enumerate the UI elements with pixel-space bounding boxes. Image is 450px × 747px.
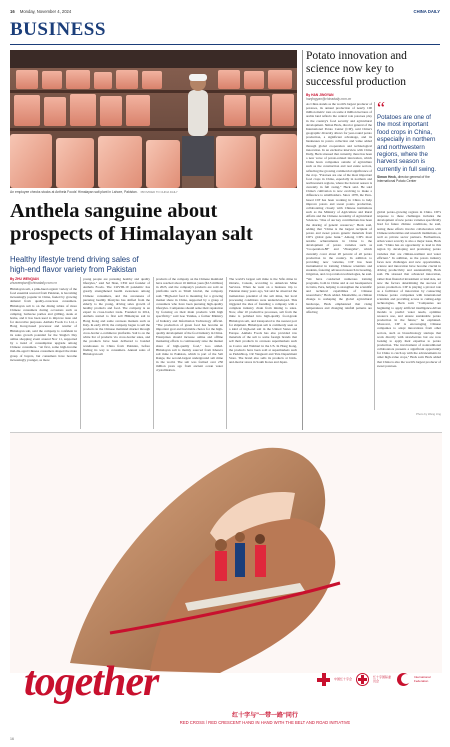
logo-label-2: 红十字国际委员会 xyxy=(373,675,392,683)
salt-body-col4: The world's largest salt mine is the Sifto mine in Ontario, Canada, according to American Mine Services. When he went on a business trip to Pakistan many years ago, Sal said he observed the tremendous potential of the salt mine, but local processing conditions were underdeveloped. This triggered the idea of founding a company with a complete industry chain from mining to sales. Now, after 10 productive processes, salt from the mine is polished into high-quality food-grade Himalayan salt, and transported to the nearest port for shipment. Himalayan salt is commonly seen as a kind of high-end salt in the United States and Europe. Anthela Foods has also provided raw materials of the salt to some foreign brands that sell their products in overseas supermarkets such as Costco and Walmart in the US. In Hong Kong, the products have been sold at supermarkets such as ParknShop, CR Vanguard and Yata Department Store. The brand also sells its products at brick-and-mortar stores in South Korea and Japan. xyxy=(229,277,297,365)
potato-byline-name: By HAN JINGYAN xyxy=(306,93,334,97)
salt-headline xyxy=(10,200,297,246)
column-rule xyxy=(374,102,375,410)
potato-body-col2: global potato-growing regions in China. CIP's response to these challenges includes the development of new potato varieties specifically bred for future climate conditions, he said, noting these efforts involve collaboration with Chinese universities and research institutions, as well as private sector partners. Furthermore, urban water scarcity is also a major issue, Heck said. "China has an opportunity to lead in this region by developing and promoting potato varieties that are climate-resilient and water efficient." In addition, as the potato industry faces new challenges and new opportunities, science and innovation have become crucial in driving productivity and sustainability, Heck said. He stressed that advanced innovation, rather than financial investment or land size, are now the factors determining the success of potato production. CIP is playing a pivotal role as a facilitator of innovation by connecting Chinese potato companies with international scientists and providing access to cutting-edge technologies, Heck said. "Companies are beginning to apply artificial intelligence-driven models to predict water needs, optimize resource use, and ensure sustainable potato production in the future," he explained. Moreover, CIP is encouraging Chinese companies to adopt innovations from other sectors, such as biotechnology startups that work directly with strawberries but are now looking to apply their expertise to potato production. The involvement of nontraditional collaborators presents a significant opportunity for China to catch up with the advancements in other high-value crops," Heck said. Heck added that China is also the world's largest producer of sweet potatoes. xyxy=(377,210,441,368)
salt-body-col1: Himalayan salt, a pink-hued organic variety of the food essential sourced from Pakistan, is becoming increasingly popular in China, fueled by growing demand from quality-conscious consumers. Himalayan salt is on the dining tables of more Chinese consumers during occasions such as camping, barbecue parties and grilling, steak at home, and it has been used to improve taste and for decorative purposes. Anthela Foods Co Ltd, a Hong Kong-based processor and retailer of Himalayan salt, said the company is confident in its sales growth potential for the Single's Day online shopping event around Nov 11, supported by a trend of consumption upgrade among Chinese consumers. "At first, some high-income mid-dle-aged Chinese consumers shaped the main group of buyers, but consumers have become increasingly younger, as more xyxy=(10,287,77,362)
salt-deck-line1: Healthy lifestyle trend driving sales of xyxy=(10,255,139,264)
salt-deck-line2: high-end flavor variety from Pakistan xyxy=(10,264,137,274)
salt-byline-name: By ZHU WENQIAN xyxy=(10,277,39,281)
potato-photo-credit: Photo by Wang Jing xyxy=(416,412,441,416)
footer-page-number: 16 xyxy=(10,737,14,741)
ad-logos xyxy=(317,673,436,686)
icrc-logo xyxy=(356,673,369,686)
salt-body-col3: products of the company on the Chinese mainland have reached about 16 million yuan ($2.3 million) in 2023, and the company's products are sold on platforms such as Tmall Global, the company said. "High-end food is mounting for a growing market share in China, supported by a group of consumers who have been pursuing high-quality lifestyles. Companies should seize their reputation by focusing on their main products with high specificity," said Gao Yanhua, a former Ministry of Industry and Information Technology official. "The production of green food has become an important goal and inevitable choice for the high-quality development of the food industry in China. Enterprises should increase online and offline marketing efforts to continuously raise the market share of high-quality food," Gao added. Himalayan salt is mainly sourced from Khewra salt mine in Pakistan, which is part of the Salt Range, the second-largest underground salt mine in the world. The salt was formed over 250 million years ago from ancient ocean water crystallization. xyxy=(156,277,223,373)
pull-quote xyxy=(377,98,441,184)
red-cross-ad xyxy=(10,432,442,732)
salt-photo-caption: An employee checks stocks at Anthela Foods' Himalayan salt plant in Lahore, Pakistan. PROVIDED TO CHINA DAILY xyxy=(10,190,178,194)
salt-headline-line2: prospects of Himalayan salt xyxy=(10,223,253,245)
ad-tagline xyxy=(100,710,430,725)
ad-artwork xyxy=(10,433,442,673)
column-rule xyxy=(153,277,154,429)
section-title: BUSINESS xyxy=(10,19,106,40)
salt-byline xyxy=(10,277,78,285)
pull-quote-title: director general of the International Potato Center xyxy=(377,175,430,184)
pull-quote-text: Potatoes are one of the most important food crops in China, especially in northern and northwestern regions, where the harvest season is currently in full swing. xyxy=(377,114,437,173)
potato-headline xyxy=(306,50,442,90)
crescent-logo xyxy=(397,673,410,686)
column-rule xyxy=(226,277,227,429)
potato-headline-line2: science now key to xyxy=(306,63,394,76)
salt-photo-credit: PROVIDED TO CHINA DAILY xyxy=(140,190,178,194)
story-divider xyxy=(302,50,303,430)
logo-label-3: International Federation xyxy=(414,675,431,683)
potato-headline-line3: successful production xyxy=(306,76,406,89)
pull-quote-name: Simon Heck, xyxy=(377,175,397,180)
salt-headline-line1: Anthela sanguine about xyxy=(10,200,218,222)
paper-name: CHINA DAILY xyxy=(413,9,440,14)
header-rule xyxy=(10,44,440,45)
potato-body-col1: As China stands as the world's largest producer of potatoes, its annual production of nearly 100 million metric tons on some 4 million hectares of arable land reflects the central role potatoes play in the country's food security and agricultural development. Simon Heck, director general of the International Potato Center (CIP), said China's geographic diversity allows for year-round potato production, a significant advantage, and its businesses in potato collection and value added through global cooperation and technological innovation. In an exclusive interview with China Daily, Heck stressed that currently, there has been a new wave of potato-related innovation, which China hosts companies outside of agriculture such as the construction and real estate sectors, reflecting the growing commercial significance of the crop. "Potatoes are one of the most important food crops in China, especially in northern and northwestern regions, where the harvest season is currently in full swing," Heck said. He said China's cultivation is now evolving to make a difference to smallholders. Since 1978, the Peru-based CIP has been working in China to help improve potato and sweet potato production, collaborating closely with Chinese institutions such as the Ministry of Agriculture and Rural Affairs and the Chinese Academy of Agricultural Sciences. "One of our key contributions has been the sharing of genetic resources," Heck said, adding that "China is the largest recipient of potato and sweet potato genetic materials from CIP's global gene bank." Among CIP's most notable achievements in China is the development of potato varieties such as "Cooperation-88" and "Zhongshu", which currently cover about 20 percent of all potato production in the country. In addition to providing new varieties, CIP has been instrumental in training Chinese scientists and students, fostering advanced research in breeding, irrigation, and crop rotation technologies, he said. "We have conducted numerous training programs, both in China and at our headquarters in Lima, Peru, helping to strengthen the scientific and technical capabilities of Chinese researchers," Heck added. Meanwhile, as climate change is reshaping the global agricultural landscape, Heck emphasized that rising temperatures and changing rainfall patterns are affecting xyxy=(306,102,372,314)
page-number: 16 xyxy=(10,9,15,14)
salt-body-col2: young people are pursuing healthy and quality lifestyles," said Sal Shan, CEO and founder of Anthela Foods. The COVID-19 pandemic has greatly strengthened health awareness among Chinese consumers, and the awareness of pursuing healthy lifestyles has shifted from the elderly to the young, driving sales growth of healthy products and food. The company is an expert in cross-border trade. Founded in 2014, Anthela started to first sell Himalayan salt in Hong Kong and some overseas markets such as Italy. In early 2019, the company began to sell the products in the Chinese mainland market through cross-border e-commerce platforms. Salt is on the white list of products via cross-border sales, and the products have been delivered to bonded warehouses in China from Pakistan, before finding its way to consumers. Annual sales of Himalayan salt xyxy=(83,277,150,356)
quote-mark-icon: “ xyxy=(377,98,385,118)
logo-label-1: 中国红十字会 xyxy=(334,676,353,681)
ad-chinese-line: 红十字与"一带一路"同行 xyxy=(232,713,298,719)
ad-english-line: RED CROSS / RED CRESCENT HAND IN HAND WITH THE BELT AND ROAD INITIATIVE xyxy=(179,720,351,725)
issue-date: Monday, November 4, 2024 xyxy=(19,9,72,14)
salt-byline-email: zhuwenqian@chinadaily.com.cn xyxy=(10,281,57,285)
ad-title: together xyxy=(24,659,159,705)
page-footer xyxy=(10,737,440,741)
red-cross-logo xyxy=(317,673,330,686)
salt-deck xyxy=(10,255,297,274)
column-rule xyxy=(80,277,81,429)
salt-photo xyxy=(10,50,297,188)
page-header xyxy=(10,9,440,19)
salt-warehouse-image xyxy=(10,50,297,188)
potato-headline-line1: Potato innovation and xyxy=(306,50,407,62)
potato-byline-email: hanjingyan@chinadaily.com.cn xyxy=(306,97,352,101)
potato-byline xyxy=(306,93,386,101)
